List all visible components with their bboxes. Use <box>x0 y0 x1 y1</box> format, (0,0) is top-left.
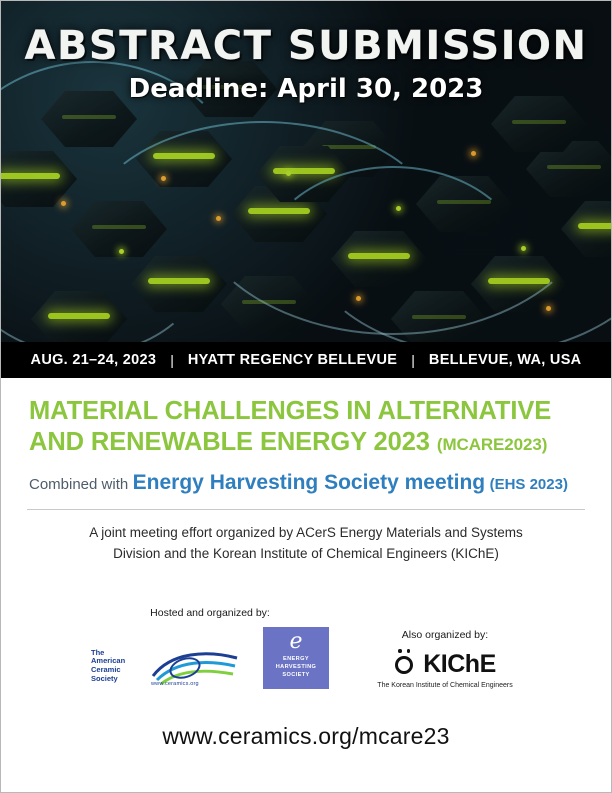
acers-wordmark <box>91 649 149 684</box>
also-caption: Also organized by: <box>401 629 489 642</box>
conference-title-code: (MCARE2023) <box>436 435 548 455</box>
subtitle-main: Energy Harvesting Society meeting <box>132 471 486 495</box>
ehs-line-2: HARVESTING <box>275 664 317 671</box>
kiche-o-ring <box>395 656 413 674</box>
acers-swoosh-svg <box>151 646 239 686</box>
ehs-logo <box>263 627 329 689</box>
website-url[interactable]: www.ceramics.org/mcare23 <box>162 723 450 750</box>
event-venue: HYATT REGENCY BELLEVUE <box>187 352 398 368</box>
ehs-line-3: SOCIETY <box>282 672 310 679</box>
hero-text-block <box>1 25 611 104</box>
acers-line-2: American <box>91 656 126 666</box>
acers-url: www.ceramics.org <box>151 681 199 688</box>
kiche-wordmark: KIChE <box>423 649 496 678</box>
main-content <box>1 378 611 750</box>
info-separator-2: | <box>411 352 415 368</box>
acers-swoosh-icon <box>151 646 239 686</box>
acers-line-1: The <box>91 647 105 657</box>
hosted-organizers-block <box>91 607 329 689</box>
subtitle-code: (EHS 2023) <box>489 476 568 494</box>
conference-title <box>27 396 585 458</box>
conference-subtitle <box>27 470 585 495</box>
ehs-monogram: e <box>289 629 303 655</box>
conference-title-line-2: AND RENEWABLE ENERGY 2023 <box>29 428 430 457</box>
conference-title-line-1: MATERIAL CHALLENGES IN ALTERNATIVE <box>29 397 552 425</box>
subtitle-prefix: Combined with <box>29 476 129 494</box>
kiche-umlaut-dots <box>398 649 410 653</box>
event-location: BELLEVUE, WA, USA <box>428 352 582 368</box>
kiche-subtitle: The Korean Institute of Chemical Engineers <box>377 682 513 690</box>
also-organizers-block <box>369 629 521 689</box>
hosted-caption: Hosted and organized by: <box>150 607 270 620</box>
event-dates: AUG. 21–24, 2023 <box>30 352 157 368</box>
deadline-text: Deadline: April 30, 2023 <box>128 74 484 104</box>
acers-line-3: Ceramic <box>91 665 121 675</box>
joint-meeting-description: A joint meeting effort organized by ACerS Energy Materials and Systems Division and the Korean Institute of Chemical Engineers (KIChE) <box>89 525 523 562</box>
kiche-logo <box>369 649 521 689</box>
hero-banner <box>1 1 611 342</box>
event-info-bar <box>1 342 611 378</box>
ehs-line-1: ENERGY <box>282 656 309 663</box>
kiche-logo-row <box>369 649 521 679</box>
info-separator-1: | <box>170 352 174 368</box>
logo-row <box>27 607 585 689</box>
divider-rule <box>27 509 585 510</box>
ehs-wordmark <box>276 655 317 679</box>
kiche-o-umlaut-icon <box>394 649 416 679</box>
acers-line-4: Society <box>91 674 118 684</box>
conference-title-line-2-wrap <box>29 427 585 458</box>
abstract-submission-headline: ABSTRACT SUBMISSION <box>24 23 588 69</box>
acers-logo <box>91 643 241 689</box>
